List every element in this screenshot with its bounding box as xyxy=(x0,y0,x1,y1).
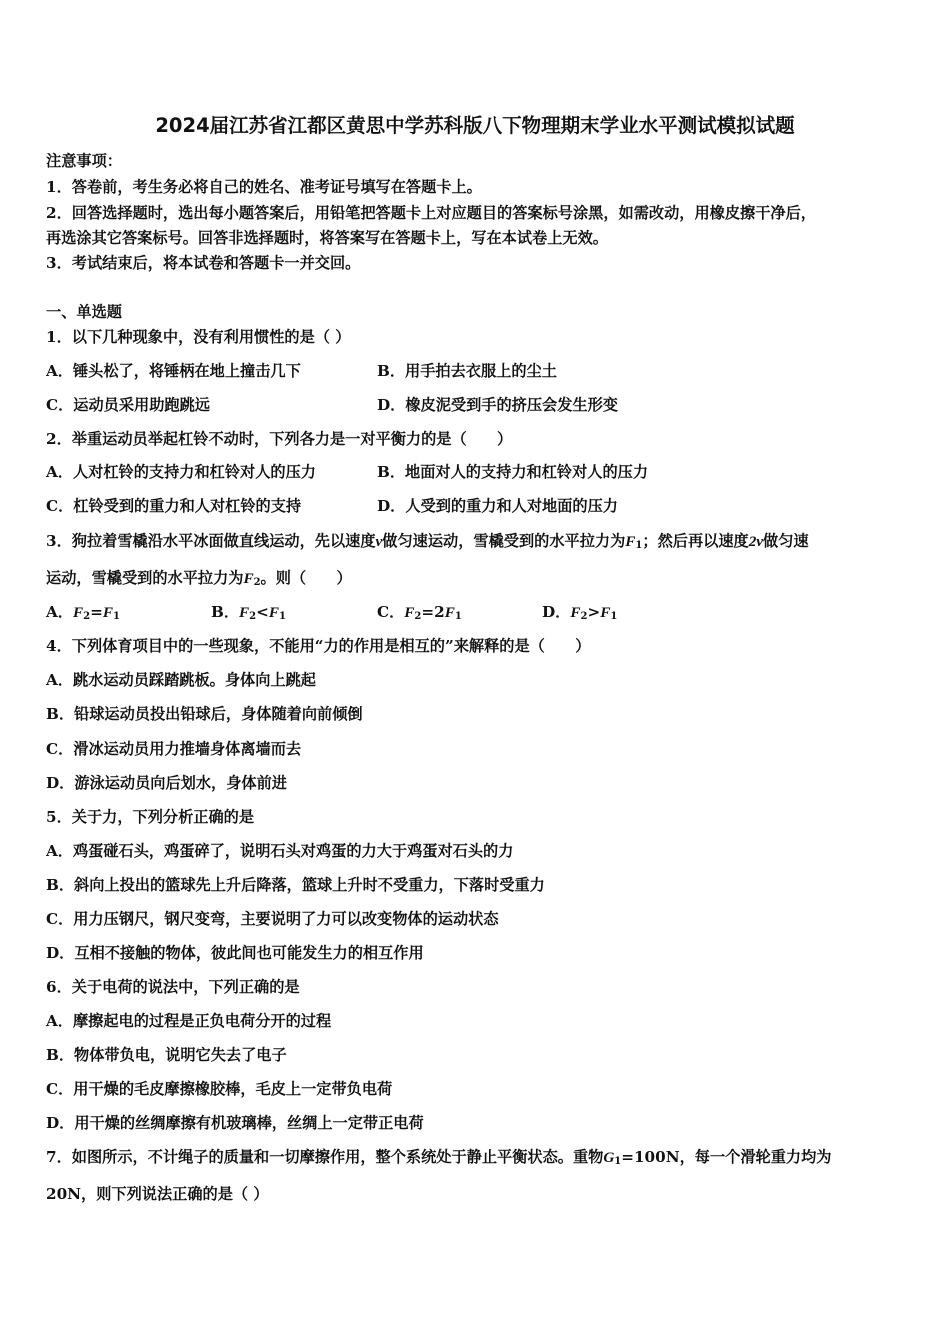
question-4-option-b: B．铅球运动员投出铅球后，身体随着向前倾倒 xyxy=(46,705,363,723)
sub-2: 2 xyxy=(253,577,261,588)
question-3-text-d: 做匀速 xyxy=(763,532,809,550)
question-3-text-a: 3．狗拉着雪橇沿水平冰面做直线运动，先以速度 xyxy=(46,532,376,550)
option-letter: C． xyxy=(377,603,405,621)
sub-2: 2 xyxy=(83,611,91,622)
sub-1: 1 xyxy=(279,611,286,622)
question-3-text-e: 运动，雪橇受到的水平拉力为 xyxy=(46,569,244,587)
question-7-text-a: 7．如图所示，不计绳子的质量和一切摩擦作用，整个系统处于静止平衡状态。重物 xyxy=(46,1148,604,1166)
question-6-option-b: B．物体带负电，说明它失去了电子 xyxy=(46,1046,287,1064)
question-5-option-b: B．斜向上投出的篮球先上升后降落，篮球上升时不受重力，下落时受重力 xyxy=(46,876,545,894)
question-4-stem: 4．下列体育项目中的一些现象，不能用“力的作用是相互的”来解释的是（ ） xyxy=(46,637,591,655)
question-7-stem-line-2: 20N，则下列说法正确的是（ ） xyxy=(46,1185,269,1203)
question-3-text-f: 。则（ ） xyxy=(260,569,352,587)
sub-1: 1 xyxy=(454,611,462,622)
notice-item-1: 1．答卷前，考生务必将自己的姓名、准考证号填写在答题卡上。 xyxy=(46,178,482,196)
page-title: 2024届江苏省江都区黄思中学苏科版八下物理期末学业水平测试模拟试题 xyxy=(155,114,795,137)
question-6-stem: 6．关于电荷的说法中，下列正确的是 xyxy=(46,978,300,996)
notice-item-3: 3．考试结束后，将本试卷和答题卡一并交回。 xyxy=(46,254,361,272)
option-letter: A． xyxy=(46,603,73,621)
sub-1: 1 xyxy=(614,1156,622,1167)
question-1-option-c: C．运动员采用助跑跳远 xyxy=(46,396,210,414)
var-f: F xyxy=(239,604,250,621)
notice-item-2: 2．回答选择题时，选出每小题答案后，用铅笔把答题卡上对应题目的答案标号涂黑，如需改动，用橡皮擦干净后， xyxy=(46,204,816,222)
sub-2: 2 xyxy=(414,611,422,622)
var-f: F xyxy=(600,604,611,621)
sub-1: 1 xyxy=(112,611,120,622)
var-f: F xyxy=(625,533,636,550)
question-4-option-c: C．滑冰运动员用力推墙身体离墙而去 xyxy=(46,740,302,758)
question-3-option-c xyxy=(377,602,462,627)
question-5-option-d: D．互相不接触的物体，彼此间也可能发生力的相互作用 xyxy=(46,944,424,962)
question-3-option-a xyxy=(46,602,120,627)
question-6-option-c: C．用干燥的毛皮摩擦橡胶棒，毛皮上一定带负电荷 xyxy=(46,1080,393,1098)
var-f: F xyxy=(268,604,280,621)
question-4-option-a: A．跳水运动员踩踏跳板。身体向上跳起 xyxy=(46,671,316,689)
relation: = xyxy=(90,603,103,621)
var-f: F xyxy=(404,604,415,621)
question-2-option-c: C．杠铃受到的重力和人对杠铃的支持 xyxy=(46,497,302,515)
sub-2: 2 xyxy=(249,611,257,622)
question-7-text-b: =100N，每一个滑轮重力均为 xyxy=(621,1148,832,1166)
question-2-option-d: D．人受到的重力和人对地面的压力 xyxy=(377,497,618,515)
relation: < xyxy=(256,603,269,621)
question-3-option-d xyxy=(542,602,617,627)
question-5-stem: 5．关于力，下列分析正确的是 xyxy=(46,808,255,826)
sub-1: 1 xyxy=(610,611,618,622)
var-f: F xyxy=(243,570,254,587)
question-3-text-b: 做匀速运动，雪橇受到的水平拉力为 xyxy=(382,532,626,550)
question-2-stem: 2．举重运动员举起杠铃不动时，下列各力是一对平衡力的是（ ） xyxy=(46,430,513,448)
relation: =2 xyxy=(421,603,445,621)
question-1-option-d: D．橡皮泥受到手的挤压会发生形变 xyxy=(377,396,618,414)
relation: > xyxy=(587,603,601,621)
sub-2: 2 xyxy=(580,611,588,622)
notice-item-2-cont: 再选涂其它答案标号。回答非选择题时，将答案写在答题卡上，写在本试卷上无效。 xyxy=(46,229,608,247)
var-v: v xyxy=(375,533,383,550)
question-3-text-c: ；然后再以速度 xyxy=(642,532,749,550)
question-3-stem-line-2 xyxy=(46,568,910,593)
notice-heading: 注意事项： xyxy=(46,152,122,170)
question-5-option-c: C．用力压钢尺，钢尺变弯，主要说明了力可以改变物体的运动状态 xyxy=(46,910,499,928)
question-2-option-b: B．地面对人的支持力和杠铃对人的压力 xyxy=(377,463,649,481)
var-f: F xyxy=(444,604,455,621)
question-7-stem xyxy=(46,1147,910,1172)
option-letter: B． xyxy=(211,603,240,621)
var-f: F xyxy=(72,604,84,621)
question-6-option-a: A．摩擦起电的过程是正负电荷分开的过程 xyxy=(46,1012,332,1030)
sub-1: 1 xyxy=(635,540,643,551)
question-4-option-d: D．游泳运动员向后划水，身体前进 xyxy=(46,774,287,792)
var-f: F xyxy=(102,604,113,621)
question-6-option-d: D．用干燥的丝绸摩擦有机玻璃棒，丝绸上一定带正电荷 xyxy=(46,1114,424,1132)
var-f: F xyxy=(570,604,581,621)
question-1-option-a: A．锤头松了，将锤柄在地上撞击几下 xyxy=(46,362,301,380)
question-3-stem xyxy=(46,531,910,556)
var-g: G xyxy=(603,1149,615,1166)
question-3-option-b xyxy=(211,602,286,627)
question-1-stem: 1．以下几种现象中，没有利用惯性的是（ ） xyxy=(46,328,351,346)
question-2-option-a: A．人对杠铃的支持力和杠铃对人的压力 xyxy=(46,463,316,481)
section-heading: 一、单选题 xyxy=(46,303,122,321)
option-letter: D． xyxy=(542,603,571,621)
question-5-option-a: A．鸡蛋碰石头，鸡蛋碎了，说明石头对鸡蛋的力大于鸡蛋对石头的力 xyxy=(46,842,514,860)
question-1-option-b: B．用手拍去衣服上的尘土 xyxy=(377,362,557,380)
var-2v: 2v xyxy=(748,533,764,550)
